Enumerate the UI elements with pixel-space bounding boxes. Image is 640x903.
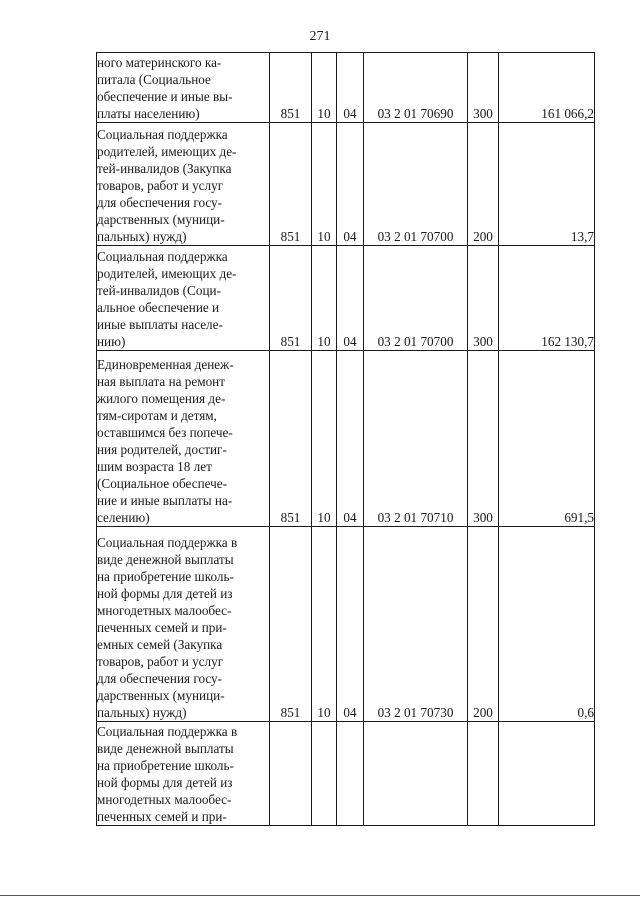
description-cell: ного материнского ка- питала (Социальное обеспечение и иные вы- платы населению): [97, 53, 270, 123]
subsection-code-cell: 04: [337, 123, 364, 246]
amount-cell: 0,6: [499, 527, 595, 722]
page-bottom-edge: [0, 895, 640, 896]
ministry-code-cell: [270, 722, 312, 826]
description-cell: Социальная поддержка родителей, имеющих де- тей-инвалидов (Соци- альное обеспечение и иные выплаты населе- нию): [97, 246, 270, 351]
description-cell: Единовременная денеж- ная выплата на ремонт жилого помещения де- тям-сиротам и детям, оставшимся без попече- ния родителей, достиг- шим возраста 18 лет (Социальное обеспече- ние и иные выплаты на- селению): [97, 351, 270, 527]
expense-type-cell: 200: [468, 527, 499, 722]
page-number: 271: [309, 29, 331, 44]
section-code-cell: [312, 722, 337, 826]
expense-type-cell: [468, 722, 499, 826]
target-article-cell: 03 2 01 70700: [364, 246, 468, 351]
description-cell: Социальная поддержка в виде денежной выплаты на приобретение школь- ной формы для детей из многодетных малообес- печенных семей и при- емных семей (Закупка товаров, работ и услуг для обеспечения госу- дарственных (муници- пальных) нужд): [97, 527, 270, 722]
amount-cell: 162 130,7: [499, 246, 595, 351]
amount-cell: 13,7: [499, 123, 595, 246]
section-code-cell: 10: [312, 123, 337, 246]
amount-cell: [499, 722, 595, 826]
section-code-cell: 10: [312, 53, 337, 123]
description-cell: Социальная поддержка родителей, имеющих де- тей-инвалидов (Закупка товаров, работ и услуг для обеспечения госу- дарственных (муници- пальных) нужд): [97, 123, 270, 246]
table-row: [97, 527, 595, 722]
ministry-code-cell: 851: [270, 527, 312, 722]
table-row: [97, 246, 595, 351]
subsection-code-cell: 04: [337, 53, 364, 123]
target-article-cell: 03 2 01 70730: [364, 527, 468, 722]
table-row: [97, 53, 595, 123]
budget-table: [96, 52, 595, 826]
target-article-cell: [364, 722, 468, 826]
description-cell: Социальная поддержка в виде денежной выплаты на приобретение школь- ной формы для детей из многодетных малообес- печенных семей и при-: [97, 722, 270, 826]
subsection-code-cell: 04: [337, 527, 364, 722]
section-code-cell: 10: [312, 246, 337, 351]
table-row: [97, 351, 595, 527]
subsection-code-cell: [337, 722, 364, 826]
ministry-code-cell: 851: [270, 53, 312, 123]
ministry-code-cell: 851: [270, 123, 312, 246]
ministry-code-cell: 851: [270, 351, 312, 527]
amount-cell: 161 066,2: [499, 53, 595, 123]
expense-type-cell: 200: [468, 123, 499, 246]
target-article-cell: 03 2 01 70700: [364, 123, 468, 246]
subsection-code-cell: 04: [337, 351, 364, 527]
section-code-cell: 10: [312, 527, 337, 722]
expense-type-cell: 300: [468, 246, 499, 351]
table-row: [97, 722, 595, 826]
subsection-code-cell: 04: [337, 246, 364, 351]
table-row: [97, 123, 595, 246]
target-article-cell: 03 2 01 70690: [364, 53, 468, 123]
amount-cell: 691,5: [499, 351, 595, 527]
target-article-cell: 03 2 01 70710: [364, 351, 468, 527]
ministry-code-cell: 851: [270, 246, 312, 351]
expense-type-cell: 300: [468, 53, 499, 123]
budget-table-body: [97, 53, 595, 826]
section-code-cell: 10: [312, 351, 337, 527]
expense-type-cell: 300: [468, 351, 499, 527]
